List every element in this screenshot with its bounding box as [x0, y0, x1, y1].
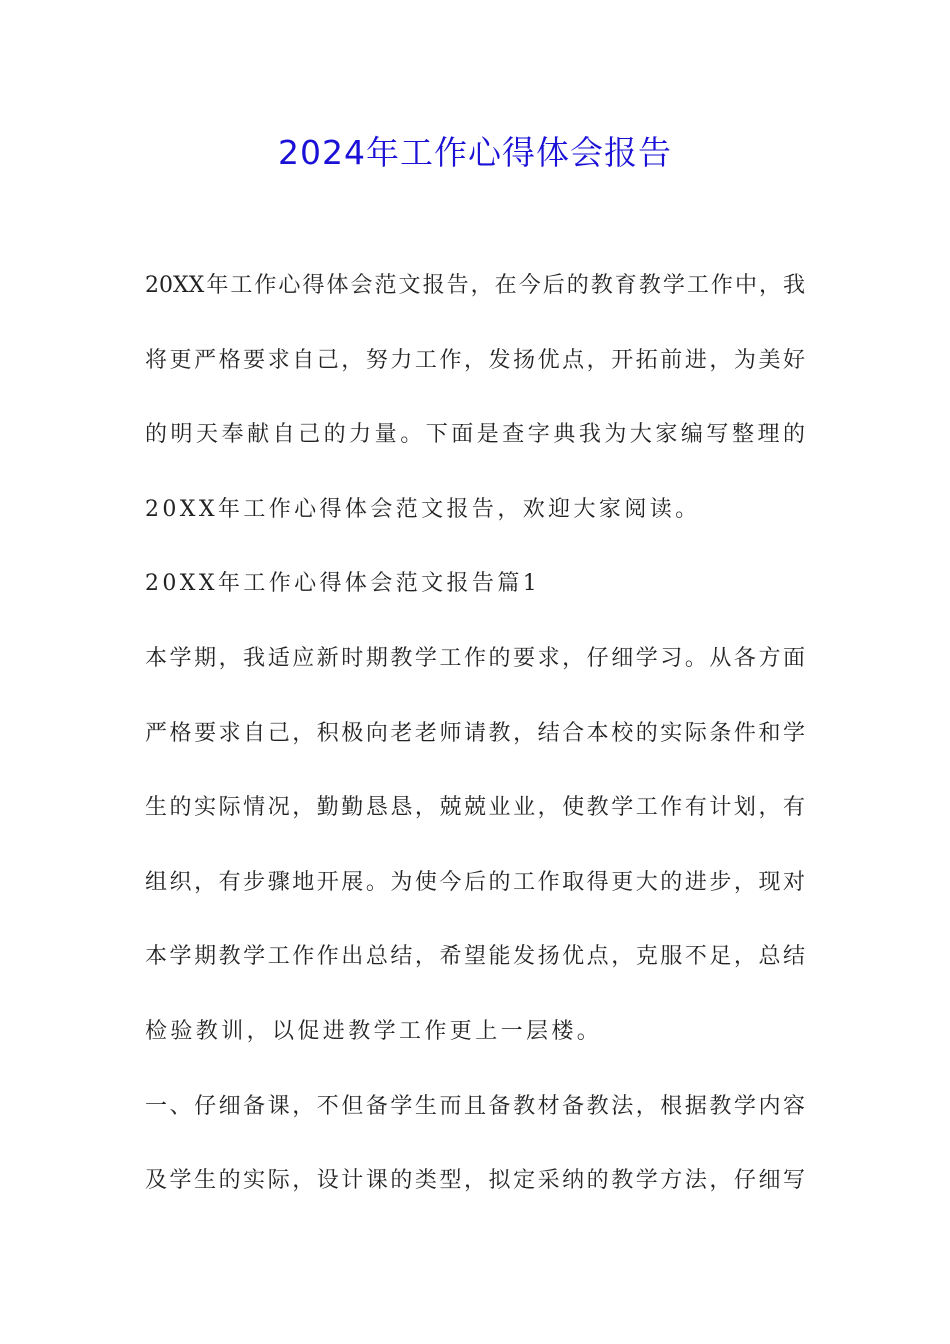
paragraph-line: 检验教训，以促进教学工作更上一层楼。 [145, 1018, 603, 1044]
document-body [145, 264, 805, 1234]
paragraph-line: 20XX年工作心得体会范文报告，欢迎大家阅读。 [145, 496, 701, 522]
paragraph-line: 本学期，我适应新时期教学工作的要求，仔细学习。从各方面 [145, 645, 805, 671]
paragraph-line: 本学期教学工作作出总结，希望能发扬优点，克服不足，总结 [145, 944, 805, 970]
section-heading: 20XX年工作心得体会范文报告篇1 [145, 571, 541, 597]
paragraph-line: 将更严格要求自己，努力工作，发扬优点，开拓前进，为美好 [145, 347, 805, 373]
paragraph-line: 严格要求自己，积极向老老师请教，结合本校的实际条件和学 [145, 720, 805, 746]
paragraph-line: 的明天奉献自己的力量。下面是查字典我为大家编写整理的 [145, 422, 805, 448]
paragraph-line: 组织，有步骤地开展。为使今后的工作取得更大的进步，现对 [145, 869, 805, 895]
document-title: 2024年工作心得体会报告 [278, 133, 672, 172]
paragraph-line: 及学生的实际，设计课的类型，拟定采纳的教学方法，仔细写 [145, 1168, 805, 1194]
paragraph-line: 一、仔细备课，不但备学生而且备教材备教法，根据教学内容 [145, 1093, 805, 1119]
paragraph-line: 生的实际情况，勤勤恳恳，兢兢业业，使教学工作有计划，有 [145, 795, 805, 821]
paragraph-line: 20XX年工作心得体会范文报告，在今后的教育教学工作中，我 [145, 273, 805, 298]
